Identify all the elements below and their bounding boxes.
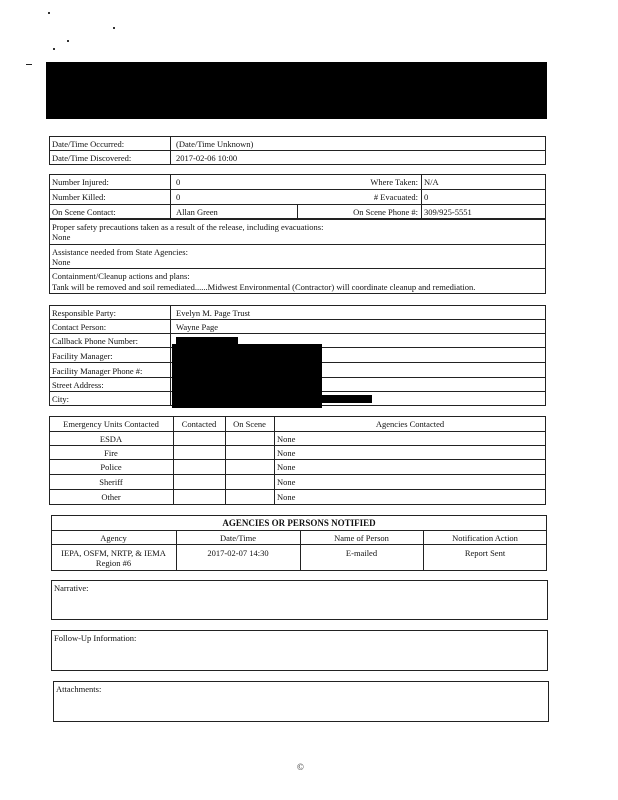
scan-speck (48, 12, 50, 14)
date-discovered-value: 2017-02-06 10:00 (176, 153, 238, 163)
scan-speck (67, 40, 69, 42)
contact-person-label: Contact Person: (52, 322, 107, 332)
row-divider (49, 244, 546, 245)
unit-esda: ESDA (99, 434, 123, 444)
contact-person-value: Wayne Page (176, 322, 219, 332)
header-redaction (46, 62, 547, 119)
responsible-party-label: Responsible Party: (52, 308, 116, 318)
date-discovered-label: Date/Time Discovered: (52, 153, 132, 163)
row-divider (49, 189, 546, 190)
containment-label: Containment/Cleanup actions and plans: (52, 271, 190, 281)
agency-esda: None (277, 434, 296, 444)
agency-header: Agency (100, 533, 127, 543)
agency-sheriff: None (277, 477, 296, 487)
containment-value: Tank will be removed and soil remediated......Midwest Environmental (Contractor) will coordinate cleanup and remediation. (52, 282, 476, 292)
city-label: City: (52, 394, 70, 404)
action-header: Notification Action (452, 533, 518, 543)
notified-person: E-mailed (345, 548, 378, 558)
datetime-header: Date/Time (219, 533, 257, 543)
evacuated-value: 0 (424, 192, 429, 202)
row-divider (49, 268, 546, 269)
row-divider (49, 445, 546, 446)
evacuated-label: # Evacuated: (373, 192, 418, 202)
killed-label: Number Killed: (52, 192, 106, 202)
row-divider (49, 319, 546, 320)
on-scene-contact-label: On Scene Contact: (52, 207, 116, 217)
responsible-party-value: Evelyn M. Page Trust (176, 308, 251, 318)
column-divider (170, 136, 171, 165)
row-divider (51, 544, 547, 545)
attachments-label: Attachments: (56, 684, 102, 694)
notified-action: Report Sent (464, 548, 506, 558)
notified-datetime: 2017-02-07 14:30 (207, 548, 269, 558)
unit-fire: Fire (104, 448, 118, 458)
unit-other: Other (101, 492, 121, 502)
contacted-header: Contacted (181, 419, 217, 429)
person-header: Name of Person (334, 533, 389, 543)
column-divider (170, 305, 171, 406)
date-occurred-label: Date/Time Occurred: (52, 139, 125, 149)
agency-fire: None (277, 448, 296, 458)
date-occurred-value: (Date/Time Unknown) (176, 139, 254, 149)
column-divider (170, 174, 171, 219)
agencies-contacted-header: Agencies Contacted (375, 419, 445, 429)
facility-manager-phone-label: Facility Manager Phone #: (52, 366, 143, 376)
row-divider (51, 530, 547, 531)
notified-agency-line2: Region #6 (95, 558, 132, 568)
on-scene-contact-value: Allan Green (176, 207, 218, 217)
street-address-label: Street Address: (52, 380, 104, 390)
where-taken-value: N/A (424, 177, 439, 187)
followup-label: Follow-Up Information: (54, 633, 137, 643)
facility-manager-label: Facility Manager: (52, 351, 113, 361)
column-divider (297, 204, 298, 219)
scan-speck (113, 27, 115, 29)
attachments-section (53, 681, 549, 722)
narrative-label: Narrative: (54, 583, 89, 593)
row-divider (49, 431, 546, 432)
city-redaction (322, 395, 372, 403)
injured-label: Number Injured: (52, 177, 109, 187)
on-scene-header: On Scene (233, 419, 266, 429)
agencies-notified-title: AGENCIES OR PERSONS NOTIFIED (222, 518, 376, 528)
address-redaction (172, 344, 322, 408)
where-taken-label: Where Taken: (370, 177, 418, 187)
notified-agency-line1: IEPA, OSFM, NRTP, & IEMA (61, 548, 166, 558)
agency-police: None (277, 462, 296, 472)
on-scene-phone-value: 309/925-5551 (424, 207, 472, 217)
row-divider (49, 150, 546, 151)
safety-label: Proper safety precautions taken as a result of the release, including evacuations: (52, 222, 324, 232)
row-divider (49, 333, 546, 334)
scan-mark (26, 64, 32, 65)
on-scene-phone-label: On Scene Phone #: (353, 207, 418, 217)
narrative-section (51, 580, 548, 620)
column-divider (421, 174, 422, 219)
row-divider (49, 474, 546, 475)
agency-other: None (277, 492, 296, 502)
page-marker: © (297, 762, 304, 772)
killed-value: 0 (176, 192, 181, 202)
injured-value: 0 (176, 177, 181, 187)
column-divider (274, 416, 275, 505)
scan-speck (53, 48, 55, 50)
column-divider (173, 416, 174, 505)
unit-police: Police (100, 462, 122, 472)
row-divider (49, 489, 546, 490)
assistance-label: Assistance needed from State Agencies: (52, 247, 188, 257)
unit-sheriff: Sheriff (99, 477, 123, 487)
safety-value: None (52, 232, 71, 242)
callback-phone-label: Callback Phone Number: (52, 336, 138, 346)
row-divider (49, 459, 546, 460)
assistance-value: None (52, 257, 71, 267)
column-divider (225, 416, 226, 505)
emergency-units-header: Emergency Units Contacted (63, 419, 159, 429)
